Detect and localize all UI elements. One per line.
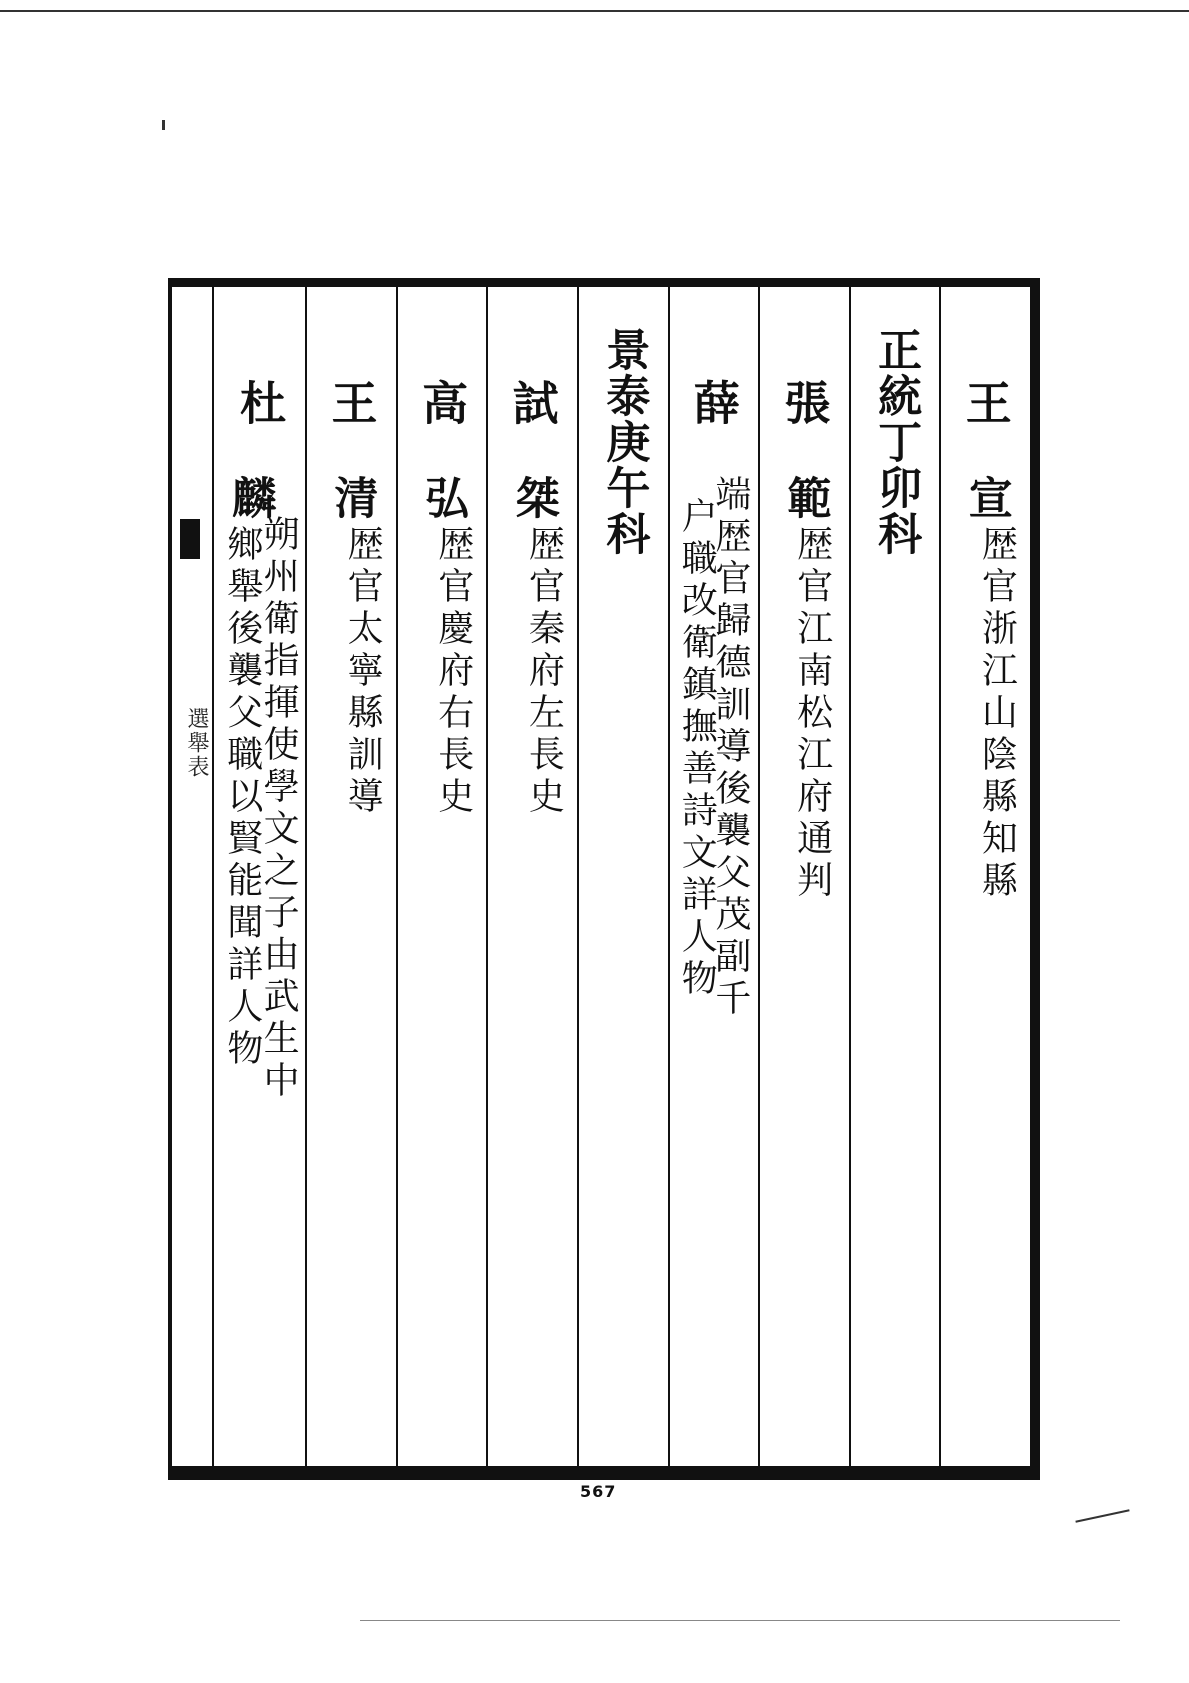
entry-biography-line-2: 鄉舉後襲父職以賢能聞詳人物	[221, 525, 263, 1071]
entry-surname: 王	[958, 379, 1013, 431]
entry-biography: 歴官慶府右長史	[432, 525, 474, 819]
entry-given-name: 清	[326, 475, 378, 519]
scan-speck	[1075, 1509, 1129, 1522]
entry-biography: 歴官江南松江府通判	[791, 525, 833, 903]
entry-given-name: 範	[779, 475, 831, 519]
column-section-jingtai	[577, 287, 668, 1466]
entry-given-name: 宣	[960, 475, 1012, 519]
entry-biography: 歴官太寧縣訓導	[342, 525, 384, 819]
entry-biography-line-2: 户職改衛鎮撫善詩文詳人物	[676, 497, 718, 1001]
column-entry-xue	[668, 287, 759, 1466]
column-entry-wang-qing	[305, 287, 396, 1466]
column-entry-zhang-fan	[758, 287, 849, 1466]
frame-bottom-border	[168, 1466, 1040, 1480]
entry-biography: 歴官秦府左長史	[523, 525, 565, 819]
entry-surname: 薛	[686, 379, 741, 431]
scan-top-edge	[0, 10, 1189, 12]
entry-biography: 歴官浙江山陰縣知縣	[976, 525, 1018, 903]
book-page	[168, 278, 1040, 1480]
scan-bottom-edge	[360, 1620, 1120, 1621]
text-columns	[214, 287, 1030, 1466]
entry-surname: 試	[505, 379, 560, 431]
entry-given-name: 弘	[417, 475, 469, 519]
book-margin	[172, 287, 214, 1466]
column-entry-wang-xuan	[939, 287, 1030, 1466]
entry-surname: 張	[777, 379, 832, 431]
entry-given-name: 桀	[507, 475, 559, 519]
column-entry-gao-hong	[396, 287, 487, 1466]
frame-top-border	[168, 278, 1040, 287]
entry-surname: 王	[324, 379, 379, 431]
column-entry-du-lin	[215, 287, 306, 1466]
exam-section-heading: 正統丁卯科	[870, 327, 922, 557]
frame-right-border	[1030, 278, 1040, 1480]
fish-tail-mark	[180, 519, 200, 559]
column-entry-shi-jie	[486, 287, 577, 1466]
scan-speck	[162, 120, 165, 130]
entry-biography-line-1: 朔州衛指揮使學文之子由武生中	[258, 515, 300, 1103]
entry-given-name: 麟	[224, 475, 276, 519]
entry-surname: 杜	[232, 379, 287, 431]
entry-surname: 高	[415, 379, 470, 431]
margin-title: 選舉表	[184, 707, 209, 779]
entry-biography-line-1: 端歴官歸德訓導後襲父茂副千	[709, 475, 751, 1021]
page-number: 567	[580, 1482, 617, 1501]
column-section-zhengtong	[849, 287, 940, 1466]
exam-section-heading: 景泰庚午科	[598, 327, 650, 557]
